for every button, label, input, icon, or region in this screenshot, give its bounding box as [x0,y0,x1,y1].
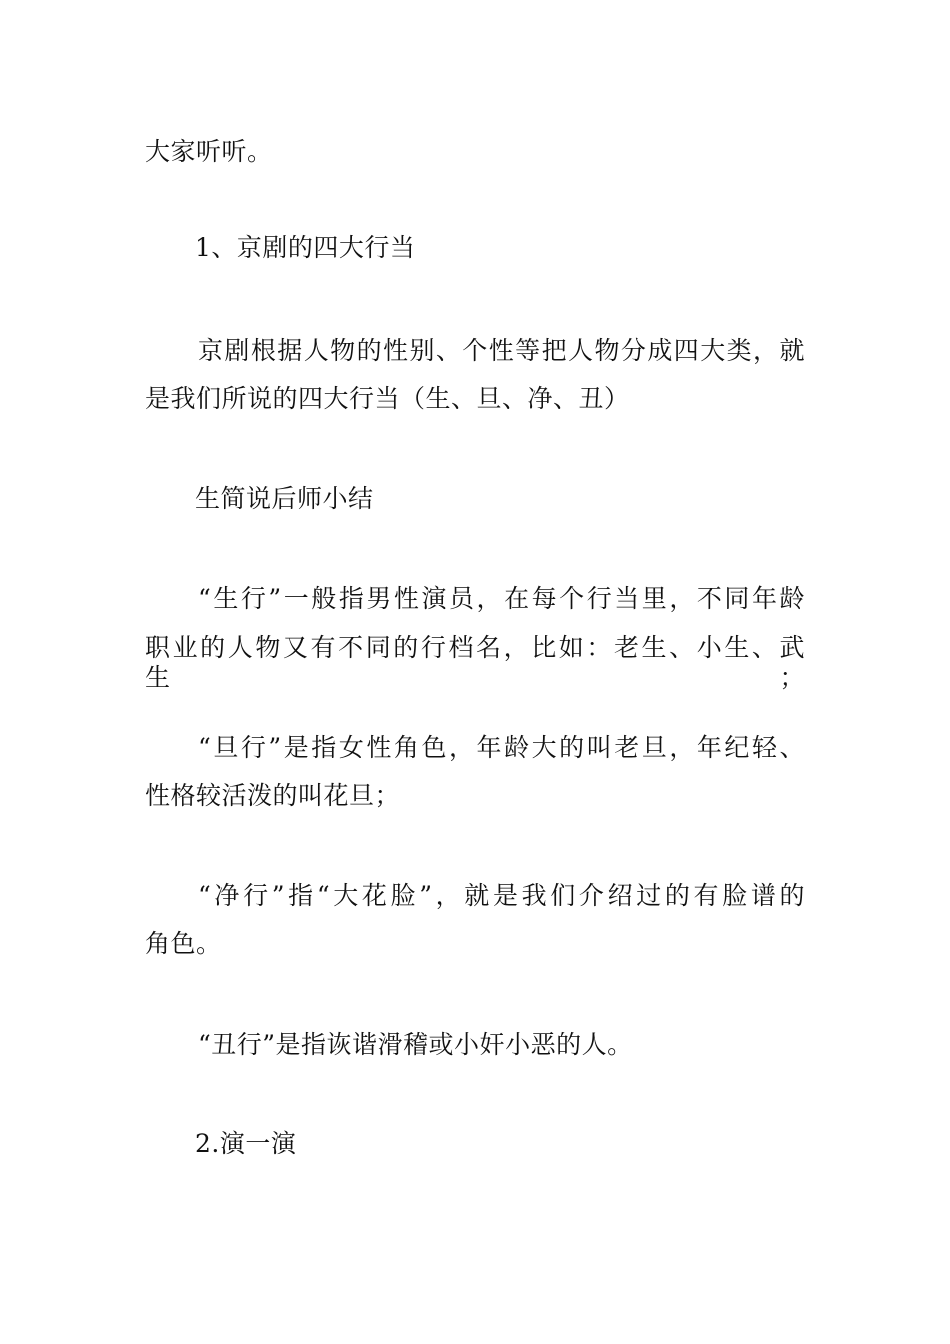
paragraph-line: “丑行”是指诙谐滑稽或小奸小恶的人。 [198,1030,633,1059]
paragraph-line: “净行”指“大花脸”，就是我们介绍过的有脸谱的 [198,881,805,910]
paragraph-line: 性格较活泼的叫花旦； [145,781,401,810]
paragraph-line: 京剧根据人物的性别、个性等把人物分成四大类，就 [198,336,805,365]
section-heading: 2.演一演 [195,1129,297,1158]
paragraph-line: 生简说后师小结 [195,484,374,513]
paragraph-line: 大家听听。 [145,137,273,166]
paragraph-line: “旦行”是指女性角色，年龄大的叫老旦，年纪轻、 [198,733,805,762]
paragraph-line: 职业的人物又有不同的行档名，比如：老生、小生、武生； [145,633,805,692]
paragraph-line: 角色。 [145,929,222,958]
section-heading: 1、京剧的四大行当 [195,233,416,262]
paragraph-line: “生行”一般指男性演员，在每个行当里，不同年龄 [198,584,805,613]
paragraph-line: 是我们所说的四大行当（生、旦、净、丑） [145,384,630,413]
